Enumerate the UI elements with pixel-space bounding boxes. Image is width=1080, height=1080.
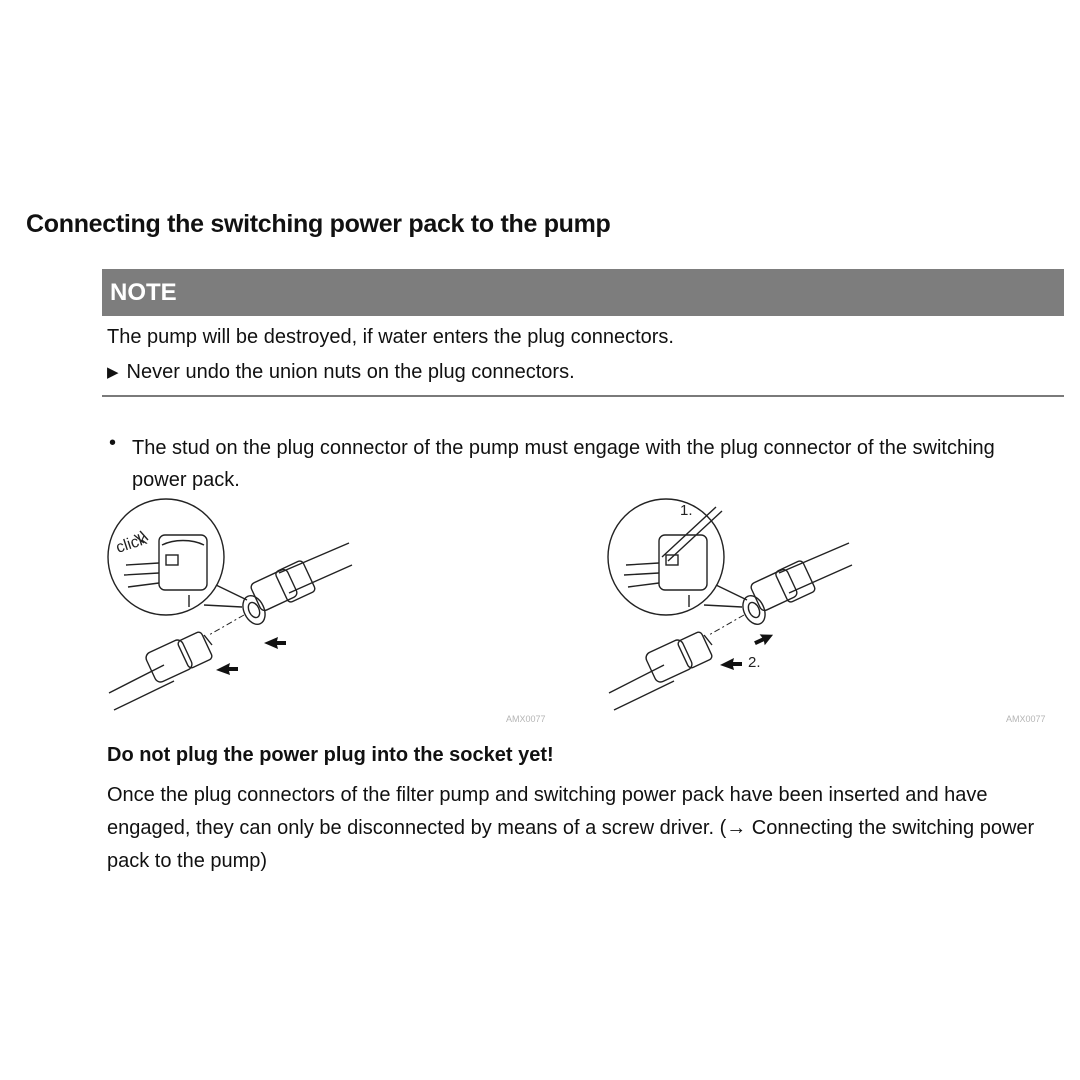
warning-text: Do not plug the power plug into the socket yet! [107, 744, 554, 766]
bullet-text: The stud on the plug connector of the pump must engage with the plug connector of the switching power pack. [132, 437, 995, 491]
connector-click-illustration [104, 495, 354, 720]
pull-arrow-lower [720, 658, 742, 670]
pull-arrow-upper [752, 629, 775, 648]
note-bottom-rule [102, 395, 1064, 397]
body-paragraph: Once the plug connectors of the filter pump and switching power pack have been inserted and have engaged, they can only be disconnected by means of a screw driver. (→ Connecting the switching power pack to the pump) [107, 784, 1035, 872]
note-action-text: Never undo the union nuts on the plug connectors. [126, 361, 575, 383]
triangle-right-icon: ▶ [107, 364, 119, 381]
note-action [107, 361, 575, 384]
connector-release-illustration [604, 495, 854, 720]
note-text: The pump will be destroyed, if water enters the plug connectors. [107, 326, 674, 348]
section-heading: Connecting the switching power pack to the pump [26, 210, 611, 238]
bullet-dot-icon: • [109, 432, 117, 454]
step-2-label: 2. [748, 654, 761, 671]
push-arrow-lower [216, 663, 238, 675]
step-1-label: 1. [680, 502, 693, 519]
note-header-bar [102, 269, 1064, 316]
push-arrow-upper [264, 637, 286, 649]
figure-code-left: AMX0077 [506, 714, 546, 724]
note-title: NOTE [110, 279, 177, 306]
click-label: click [113, 531, 149, 557]
figure-code-right: AMX0077 [1006, 714, 1046, 724]
